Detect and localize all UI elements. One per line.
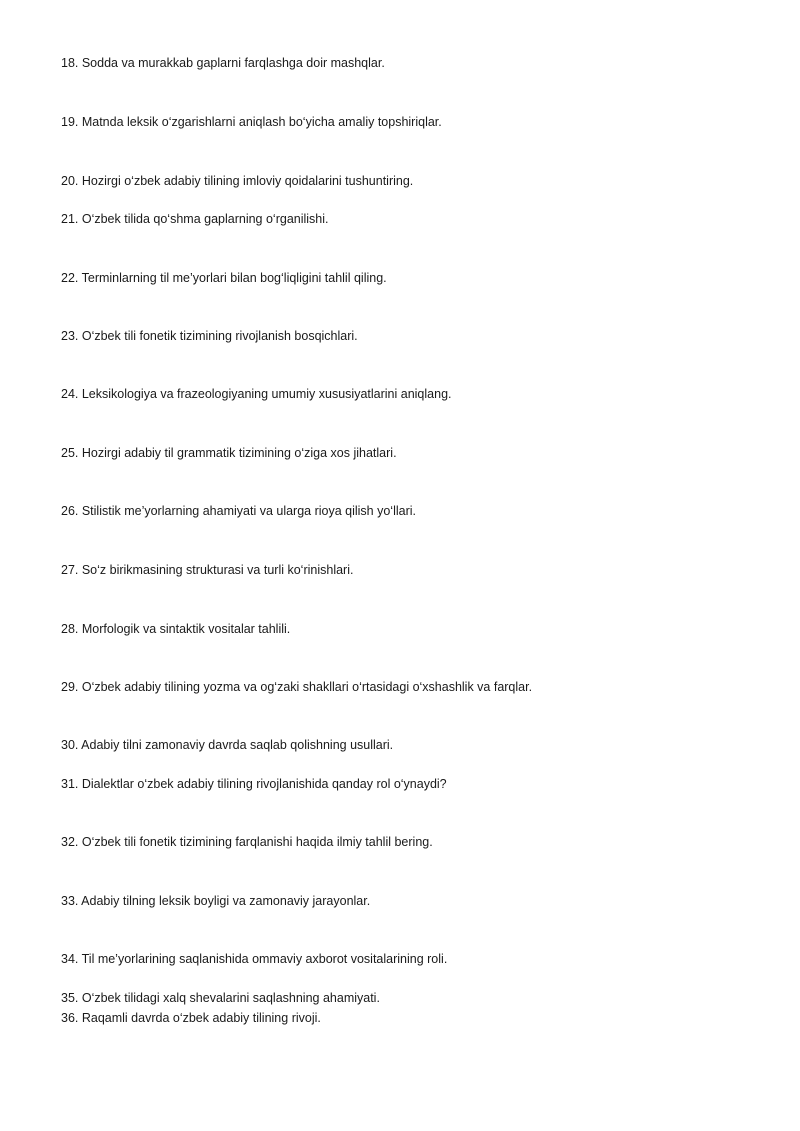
question-34: 34. Til me’yorlarining saqlanishida ommaviy axborot vositalarining roli. xyxy=(61,952,448,966)
question-21: 21. O‘zbek tilida qo‘shma gaplarning o‘rganilishi. xyxy=(61,212,329,226)
question-36: 36. Raqamli davrda o‘zbek adabiy tilining rivoji. xyxy=(61,1011,321,1025)
question-31: 31. Dialektlar o‘zbek adabiy tilining rivojlanishida qanday rol o‘ynaydi? xyxy=(61,777,447,791)
question-22: 22. Terminlarning til me’yorlari bilan bog‘liqligini tahlil qiling. xyxy=(61,271,387,285)
question-18: 18. Sodda va murakkab gaplarni farqlashga doir mashqlar. xyxy=(61,56,385,70)
question-25: 25. Hozirgi adabiy til grammatik tizimining o‘ziga xos jihatlari. xyxy=(61,446,397,460)
question-24: 24. Leksikologiya va frazeologiyaning umumiy xususiyatlarini aniqlang. xyxy=(61,387,452,401)
question-28: 28. Morfologik va sintaktik vositalar tahlili. xyxy=(61,622,291,636)
question-23: 23. O‘zbek tili fonetik tizimining rivojlanish bosqichlari. xyxy=(61,329,358,343)
question-30: 30. Adabiy tilni zamonaviy davrda saqlab qolishning usullari. xyxy=(61,738,394,752)
question-29: 29. O‘zbek adabiy tilining yozma va og‘zaki shakllari o‘rtasidagi o‘xshashlik va farqlar. xyxy=(61,680,533,694)
question-33: 33. Adabiy tilning leksik boyligi va zamonaviy jarayonlar. xyxy=(61,894,371,908)
question-27: 27. So‘z birikmasining strukturasi va turli ko‘rinishlari. xyxy=(61,563,354,577)
question-20: 20. Hozirgi o‘zbek adabiy tilining imloviy qoidalarini tushuntiring. xyxy=(61,174,414,188)
question-26: 26. Stilistik me’yorlarning ahamiyati va ularga rioya qilish yo‘llari. xyxy=(61,504,417,518)
question-32: 32. O‘zbek tili fonetik tizimining farqlanishi haqida ilmiy tahlil bering. xyxy=(61,835,433,849)
question-19: 19. Matnda leksik o‘zgarishlarni aniqlash bo‘yicha amaliy topshiriqlar. xyxy=(61,115,442,129)
question-35: 35. O‘zbek tilidagi xalq shevalarini saqlashning ahamiyati. xyxy=(61,991,380,1005)
